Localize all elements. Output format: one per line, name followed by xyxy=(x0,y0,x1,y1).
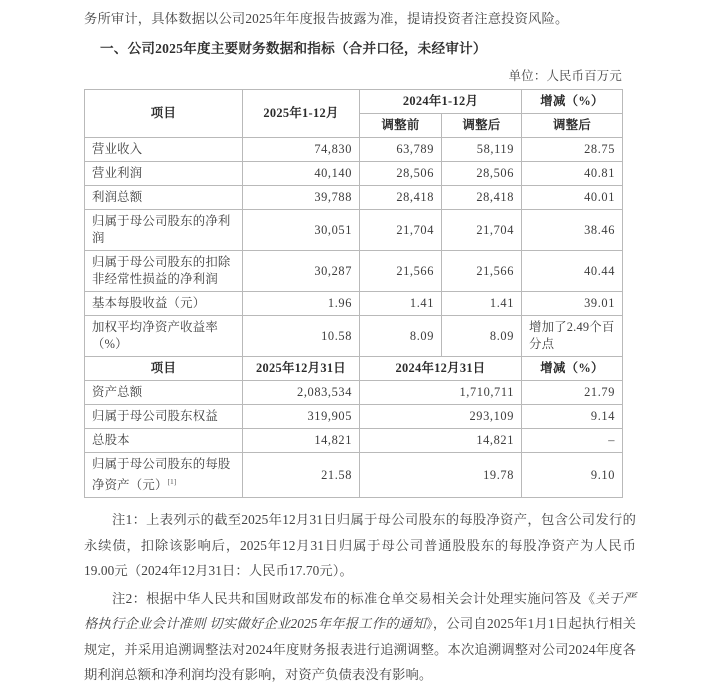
row-prior: 19.78 xyxy=(360,453,522,498)
row-label: 营业收入 xyxy=(85,138,243,162)
note-2-part-2: 》，公司自2025年1月1日起执行相关规定，并采用追溯调整法对2024年度财务报表进行追溯调整。本次追溯调整对公司2024年度各期利润总额和净利润均没有影响，对资产负债表没有影响。 xyxy=(84,616,636,683)
table-row xyxy=(85,316,623,357)
table-row xyxy=(85,429,623,453)
row-current: 21.58 xyxy=(243,453,360,498)
header-before-adjust: 调整前 xyxy=(360,114,442,138)
row-after: 28,506 xyxy=(442,162,522,186)
row-after: 21,566 xyxy=(442,251,522,292)
row-after: 28,418 xyxy=(442,186,522,210)
row-change: 39.01 xyxy=(522,292,623,316)
note-2-part-1: 注2：根据中华人民共和国财政部发布的标准仓单交易相关会计处理实施问答及《 xyxy=(112,590,596,606)
header-item: 项目 xyxy=(85,90,243,138)
row-before: 28,418 xyxy=(360,186,442,210)
unit-note: 单位：人民币百万元 xyxy=(508,69,622,83)
note-2 xyxy=(84,586,636,688)
row-before: 1.41 xyxy=(360,292,442,316)
row-before: 21,566 xyxy=(360,251,442,292)
notes-section xyxy=(84,507,636,688)
header-after-adjust: 调整后 xyxy=(442,114,522,138)
balance-header-row xyxy=(85,357,623,381)
row-before: 63,789 xyxy=(360,138,442,162)
row-label: 总股本 xyxy=(85,429,243,453)
row-current: 1.96 xyxy=(243,292,360,316)
row-label: 归属于母公司股东权益 xyxy=(85,405,243,429)
row-label: 利润总额 xyxy=(85,186,243,210)
row-after: 8.09 xyxy=(442,316,522,357)
row-current: 10.58 xyxy=(243,316,360,357)
note-2-document-title: 关于严格执行企业会计准则 切实做好企业2025年年报工作的通知 xyxy=(84,590,636,632)
row-change: 增加了2.49个百分点 xyxy=(522,316,623,357)
header-change-after-adjust: 调整后 xyxy=(522,114,623,138)
row-change: 40.81 xyxy=(522,162,623,186)
row-change: 9.10 xyxy=(522,453,623,498)
row-change: 9.14 xyxy=(522,405,623,429)
row-prior: 1,710,711 xyxy=(360,381,522,405)
row-label: 资产总额 xyxy=(85,381,243,405)
table-row xyxy=(85,453,623,498)
row-change: – xyxy=(522,429,623,453)
row-change: 40.01 xyxy=(522,186,623,210)
row-current: 14,821 xyxy=(243,429,360,453)
header-change: 增减（%） xyxy=(522,357,623,381)
row-label: 归属于母公司股东的扣除非经常性损益的净利润 xyxy=(85,251,243,292)
row-before: 8.09 xyxy=(360,316,442,357)
row-current: 2,083,534 xyxy=(243,381,360,405)
table-row xyxy=(85,381,623,405)
header-prior-date: 2024年12月31日 xyxy=(360,357,522,381)
table-row xyxy=(85,292,623,316)
row-before: 28,506 xyxy=(360,162,442,186)
section-heading: 一、公司2025年度主要财务数据和指标（合并口径，未经审计） xyxy=(100,41,487,56)
row-label: 加权平均净资产收益率（%） xyxy=(85,316,243,357)
row-after: 58,119 xyxy=(442,138,522,162)
row-current: 30,287 xyxy=(243,251,360,292)
note-1: 注1：上表列示的截至2025年12月31日归属于母公司股东的每股净资产，包含公司发行的永续债，扣除该影响后，2025年12月31日归属于母公司普通股股东的每股净资产为人民币19.00元（2024年12月31日：人民币17.70元）。 xyxy=(84,512,636,579)
row-current: 39,788 xyxy=(243,186,360,210)
table-row xyxy=(85,138,623,162)
row-label: 基本每股收益（元） xyxy=(85,292,243,316)
row-current: 74,830 xyxy=(243,138,360,162)
row-prior: 293,109 xyxy=(360,405,522,429)
row-change: 38.46 xyxy=(522,210,623,251)
table-row xyxy=(85,162,623,186)
row-label: 归属于母公司股东的净利润 xyxy=(85,210,243,251)
row-current: 40,140 xyxy=(243,162,360,186)
row-prior: 14,821 xyxy=(360,429,522,453)
lead-paragraph: 务所审计，具体数据以公司2025年年度报告披露为准，提请投资者注意投资风险。 xyxy=(84,11,569,26)
header-item: 项目 xyxy=(85,357,243,381)
table-row xyxy=(85,251,623,292)
footnote-marker: [1] xyxy=(167,477,177,486)
row-label: 营业利润 xyxy=(85,162,243,186)
row-label xyxy=(85,453,243,498)
row-current: 30,051 xyxy=(243,210,360,251)
header-current-date: 2025年12月31日 xyxy=(243,357,360,381)
table-row xyxy=(85,210,623,251)
row-change: 40.44 xyxy=(522,251,623,292)
table-row xyxy=(85,186,623,210)
header-current-period: 2025年1-12月 xyxy=(243,90,360,138)
financial-data-table xyxy=(84,89,623,498)
table-row xyxy=(85,405,623,429)
row-change: 21.79 xyxy=(522,381,623,405)
header-prior-period-group: 2024年1-12月 xyxy=(360,90,522,114)
row-label-text: 归属于母公司股东的每股净资产（元） xyxy=(92,457,231,493)
row-before: 21,704 xyxy=(360,210,442,251)
income-header-row-1 xyxy=(85,90,623,114)
header-change-group: 增减（%） xyxy=(522,90,623,114)
row-change: 28.75 xyxy=(522,138,623,162)
row-current: 319,905 xyxy=(243,405,360,429)
row-after: 21,704 xyxy=(442,210,522,251)
row-after: 1.41 xyxy=(442,292,522,316)
